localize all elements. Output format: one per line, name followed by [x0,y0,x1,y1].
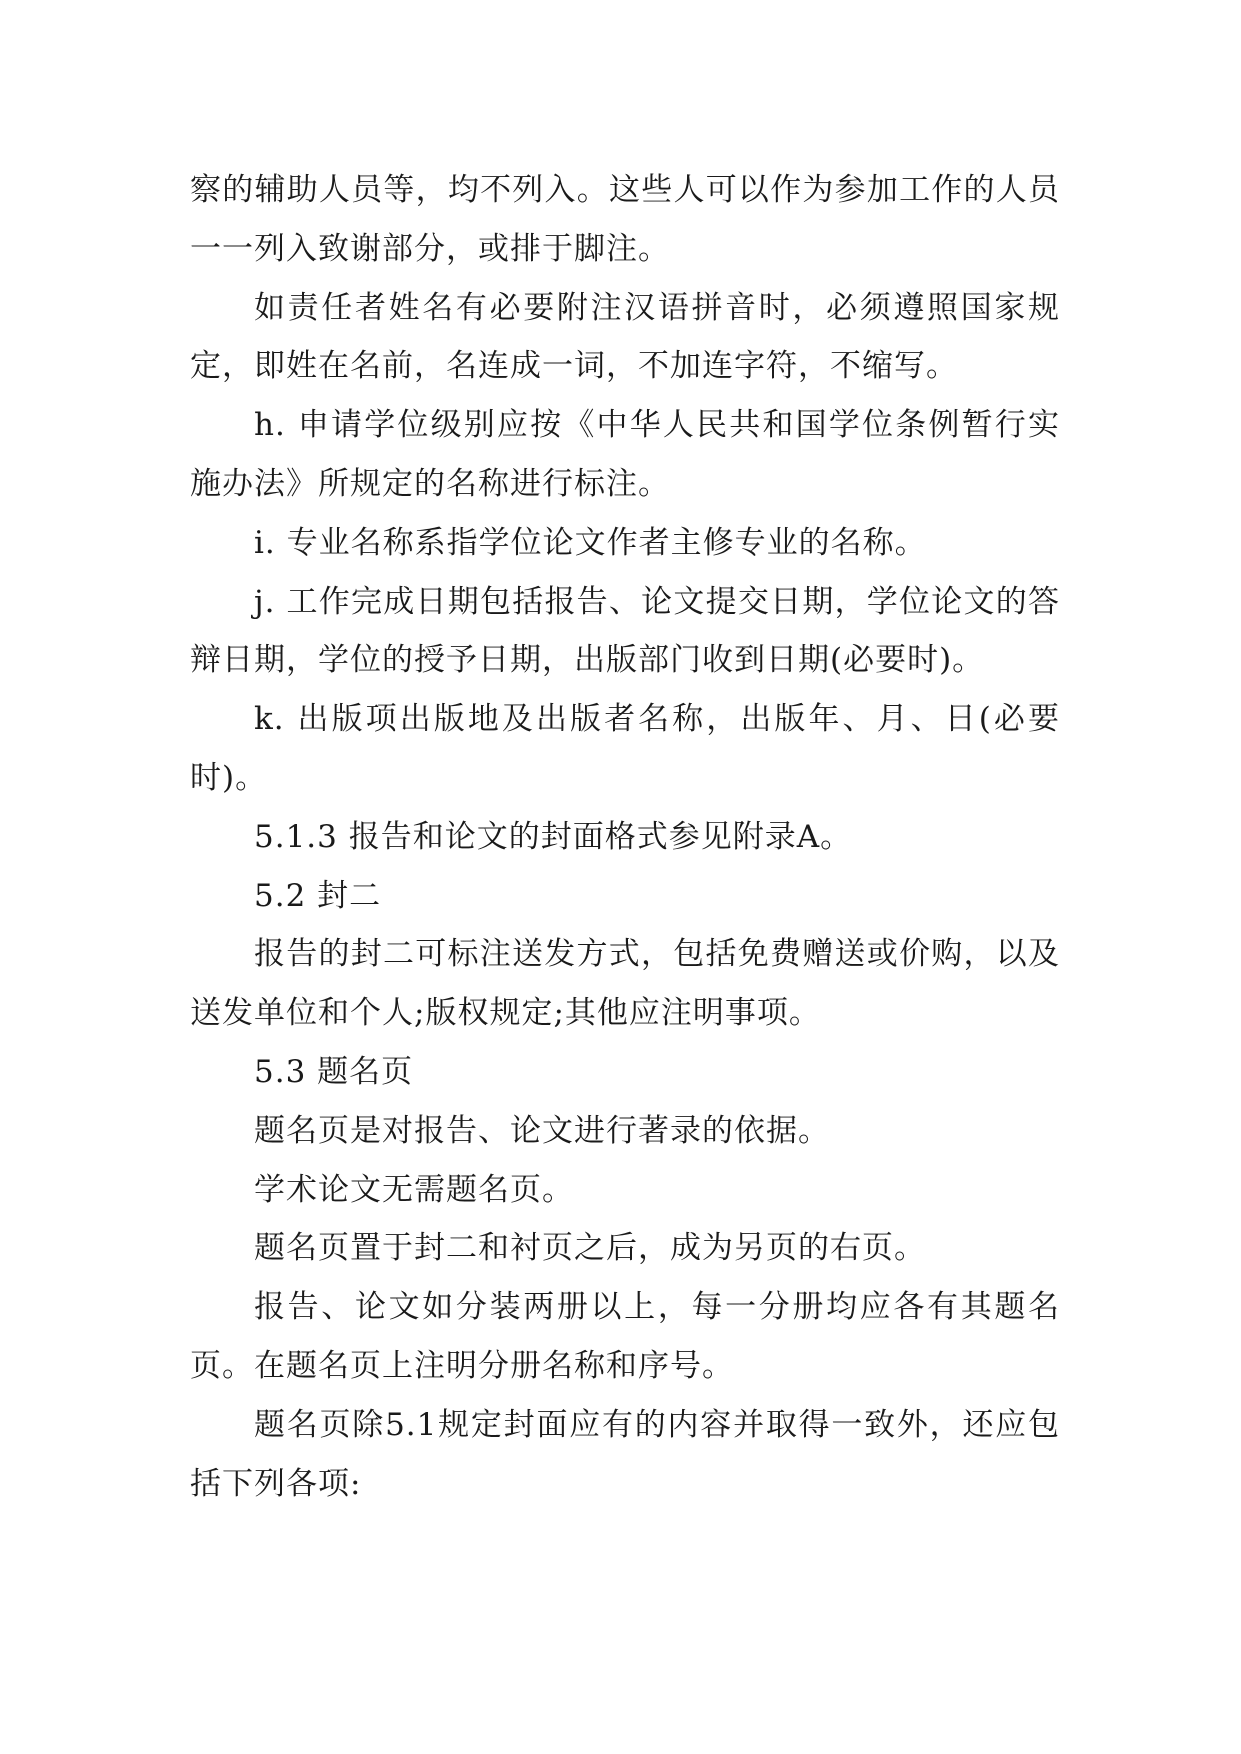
paragraph: i. 专业名称系指学位论文作者主修专业的名称。 [254,524,927,561]
paragraph: 5.1.3 报告和论文的封面格式参见附录A。 [254,818,853,855]
paragraph: j. 工作完成日期包括报告、论文提交日期，学位论文的答辩日期，学位的授予日期，出版部门收到日期(必要时)。 [190,583,1060,679]
section-heading: 5.3 题名页 [254,1053,414,1090]
paragraph: h. 申请学位级别应按《中华人民共和国学位条例暂行实施办法》所规定的名称进行标注。 [190,407,1060,502]
paragraph: 报告、论文如分装两册以上，每一分册均应各有其题名页。在题名页上注明分册名称和序号。 [190,1289,1060,1384]
body-text [190,161,1060,1513]
section-heading: 5.2 封二 [254,877,382,914]
paragraph: 题名页置于封二和衬页之后，成为另页的右页。 [254,1230,926,1267]
paragraph: 报告的封二可标注送发方式，包括免费赠送或价购，以及送发单位和个人;版权规定;其他应注明事项。 [190,936,1060,1032]
paragraph: 题名页除5.1规定封面应有的内容并取得一致外，还应包括下列各项: [190,1406,1060,1502]
paragraph: k. 出版项出版地及出版者名称，出版年、月、日(必要时)。 [190,701,1060,796]
paragraph: 如责任者姓名有必要附注汉语拼音时，必须遵照国家规定，即姓在名前，名连成一词，不加连字符，不缩写。 [190,289,1060,385]
paragraph: 学术论文无需题名页。 [254,1171,574,1208]
paragraph: 题名页是对报告、论文进行著录的依据。 [254,1112,830,1149]
paragraph: 察的辅助人员等，均不列入。这些人可以作为参加工作的人员一一列入致谢部分，或排于脚注。 [190,172,1060,267]
